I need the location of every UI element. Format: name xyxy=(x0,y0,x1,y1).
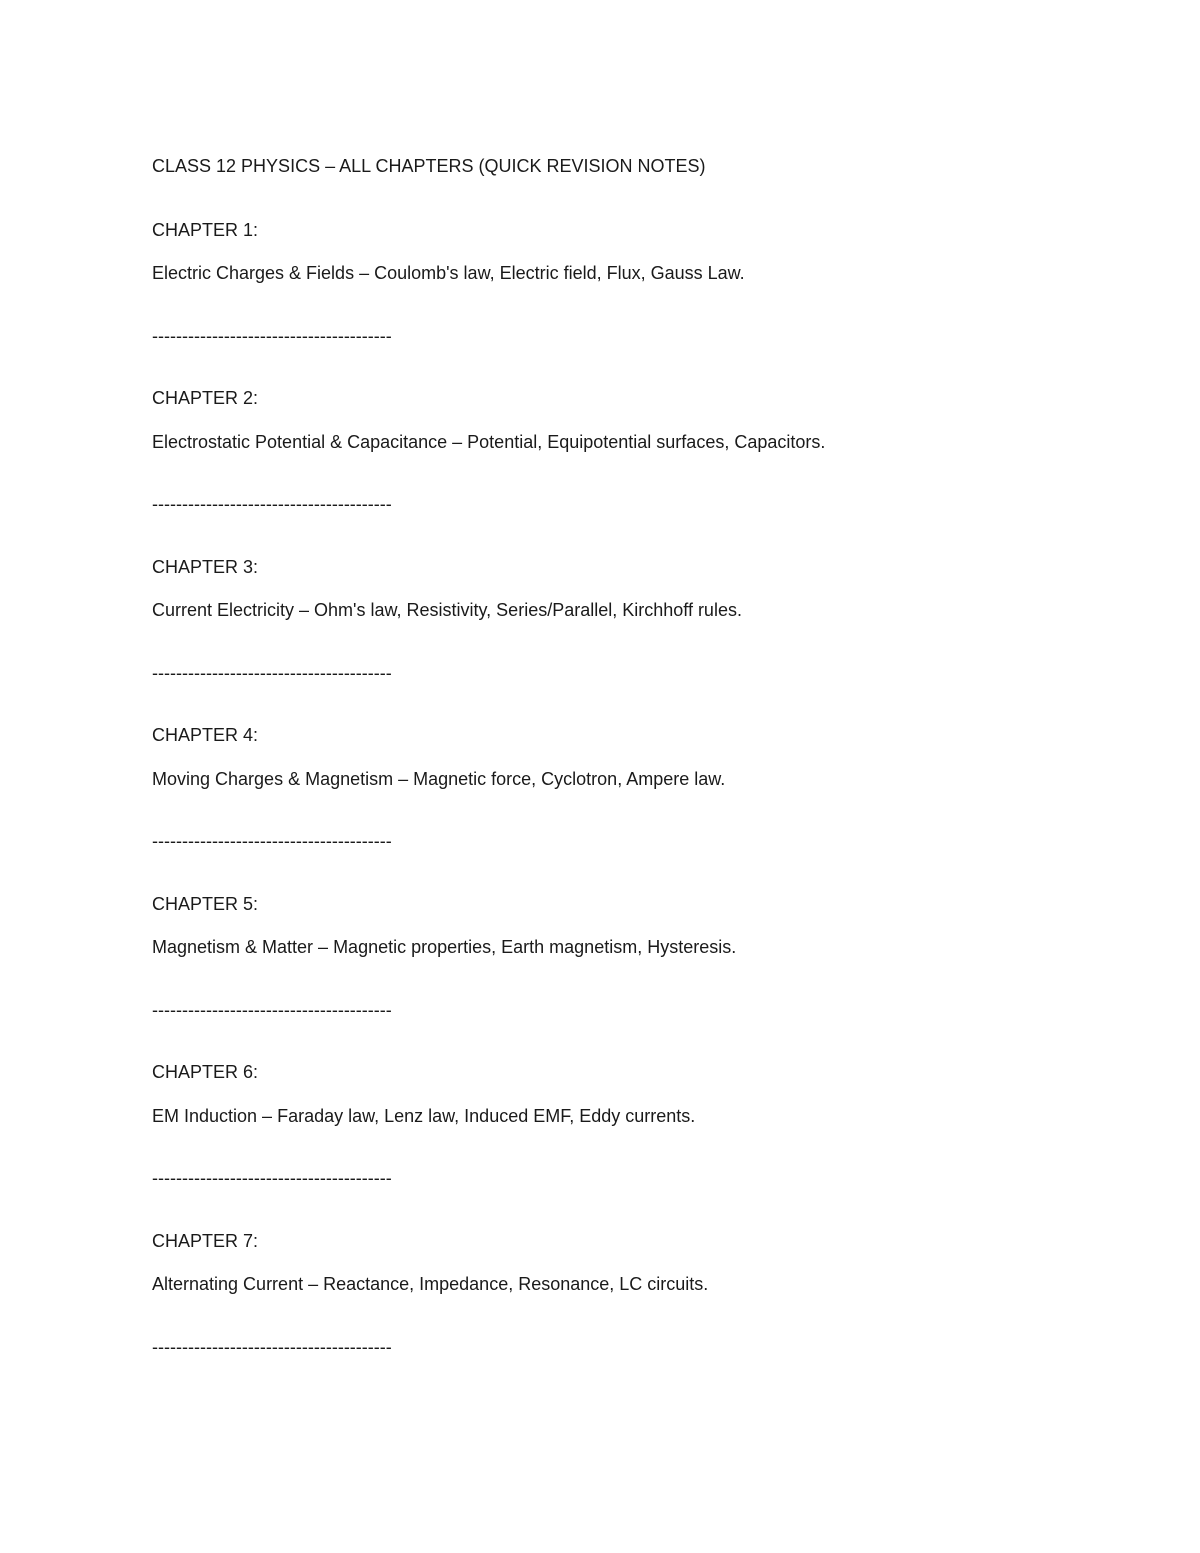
chapter-heading: CHAPTER 2: xyxy=(152,388,259,408)
document-title: CLASS 12 PHYSICS – ALL CHAPTERS (QUICK REVISION NOTES) xyxy=(152,156,706,176)
chapter-summary: Alternating Current – Reactance, Impedance, Resonance, LC circuits. xyxy=(152,1274,709,1294)
chapter-heading: CHAPTER 7: xyxy=(152,1231,259,1251)
chapter-summary: Electrostatic Potential & Capacitance – Potential, Equipotential surfaces, Capacitors. xyxy=(152,432,826,452)
chapter-heading: CHAPTER 6: xyxy=(152,1062,259,1082)
separator-line: ---------------------------------------- xyxy=(152,1168,392,1188)
chapter-summary: Electric Charges & Fields – Coulomb's law, Electric field, Flux, Gauss Law. xyxy=(152,263,745,283)
chapter-summary: Magnetism & Matter – Magnetic properties, Earth magnetism, Hysteresis. xyxy=(152,937,737,957)
chapter-summary: Current Electricity – Ohm's law, Resistivity, Series/Parallel, Kirchhoff rules. xyxy=(152,600,742,620)
separator-line: ---------------------------------------- xyxy=(152,326,392,346)
chapter-summary: EM Induction – Faraday law, Lenz law, Induced EMF, Eddy currents. xyxy=(152,1106,696,1126)
separator-line: ---------------------------------------- xyxy=(152,831,392,851)
chapter-heading: CHAPTER 3: xyxy=(152,557,259,577)
separator-line: ---------------------------------------- xyxy=(152,1337,392,1357)
separator-line: ---------------------------------------- xyxy=(152,494,392,514)
chapter-heading: CHAPTER 1: xyxy=(152,220,259,240)
chapter-summary: Moving Charges & Magnetism – Magnetic force, Cyclotron, Ampere law. xyxy=(152,769,726,789)
chapter-heading: CHAPTER 5: xyxy=(152,894,259,914)
separator-line: ---------------------------------------- xyxy=(152,663,392,683)
chapter-heading: CHAPTER 4: xyxy=(152,725,259,745)
separator-line: ---------------------------------------- xyxy=(152,1000,392,1020)
